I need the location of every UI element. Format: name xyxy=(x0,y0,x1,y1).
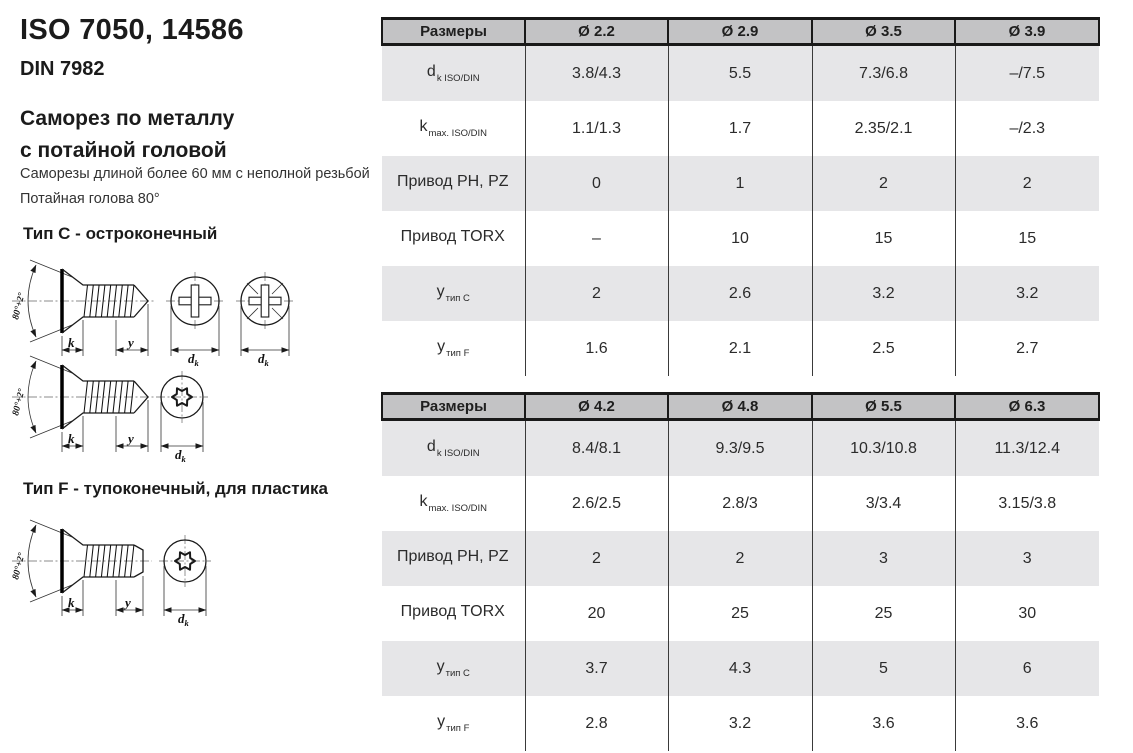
value-cell: 11.3/12.4 xyxy=(955,420,1099,477)
value-cell: 2.7 xyxy=(955,321,1099,376)
value-cell: 2.8 xyxy=(525,696,668,751)
k-label: k xyxy=(68,431,75,446)
value-cell: 4.3 xyxy=(668,641,812,696)
row-label: $k_{max. ISO/DIN}$ xyxy=(419,493,488,514)
doc-title-din: DIN 7982 xyxy=(20,58,105,80)
product-note-line1: Саморезы длиной более 60 мм с неполной резьбой xyxy=(20,166,370,182)
k-label: k xyxy=(68,595,75,610)
value-cell: 2 xyxy=(525,531,668,586)
screw-side-view xyxy=(10,520,152,602)
size-column-header: Ø 3.5 xyxy=(812,19,955,45)
value-cell: 10.3/10.8 xyxy=(812,420,955,477)
value-cell: 3.7 xyxy=(525,641,668,696)
dk-label: $d_k$ xyxy=(175,447,186,464)
value-cell: 6 xyxy=(955,641,1099,696)
product-note-line2: Потайная голова 80° xyxy=(20,191,160,208)
value-cell: 2.6/2.5 xyxy=(525,476,668,531)
dk-label: $d_k$ xyxy=(258,351,269,368)
value-cell: 1 xyxy=(668,156,812,211)
type-f-heading: Тип F - тупоконечный, для пластика xyxy=(23,479,328,498)
value-cell: 10 xyxy=(668,211,812,266)
size-column-header: Ø 6.3 xyxy=(955,394,1099,420)
value-cell: 1.6 xyxy=(525,321,668,376)
type-f-drawing xyxy=(10,516,240,634)
row-label: Привод TORX xyxy=(400,603,505,621)
dk-label: $d_k$ xyxy=(188,351,199,368)
value-cell: 3.2 xyxy=(955,266,1099,321)
y-dimension xyxy=(116,400,148,452)
size-column-header: Ø 2.9 xyxy=(668,19,812,45)
value-cell: 2.35/2.1 xyxy=(812,101,955,156)
value-cell: 3.15/3.8 xyxy=(955,476,1099,531)
value-cell: 3 xyxy=(812,531,955,586)
table-row xyxy=(382,321,1099,376)
angle-label: 80°+2° xyxy=(11,551,28,581)
row-label: $y_{тип F}$ xyxy=(437,338,470,359)
dk-label: $d_k$ xyxy=(178,611,189,628)
value-cell: 2 xyxy=(812,156,955,211)
value-cell: 20 xyxy=(525,586,668,641)
row-label: Привод TORX xyxy=(400,228,505,246)
table-row xyxy=(382,531,1099,586)
value-cell: 5 xyxy=(812,641,955,696)
y-label: y xyxy=(125,595,131,610)
value-cell: 3.2 xyxy=(812,266,955,321)
screw-side-view xyxy=(10,356,154,438)
y-dimension xyxy=(116,304,148,356)
table-row xyxy=(382,641,1099,696)
value-cell: 3.8/4.3 xyxy=(525,45,668,102)
value-cell: 1.7 xyxy=(668,101,812,156)
value-cell: 8.4/8.1 xyxy=(525,420,668,477)
torx-head-icon xyxy=(156,371,208,423)
value-cell: 1.1/1.3 xyxy=(525,101,668,156)
y-dimension xyxy=(116,576,143,616)
value-cell: 7.3/6.8 xyxy=(812,45,955,102)
size-column-header: Ø 2.2 xyxy=(525,19,668,45)
angle-label: 80°+2° xyxy=(11,291,28,321)
product-name-line2: с потайной головой xyxy=(20,138,227,162)
value-cell: 5.5 xyxy=(668,45,812,102)
size-column-header: Размеры xyxy=(382,19,525,45)
value-cell: 3.6 xyxy=(955,696,1099,751)
value-cell: 0 xyxy=(525,156,668,211)
value-cell: 30 xyxy=(955,586,1099,641)
row-label: $d_{k ISO/DIN}$ xyxy=(382,420,525,477)
size-column-header: Ø 4.2 xyxy=(525,394,668,420)
size-column-header: Ø 5.5 xyxy=(812,394,955,420)
value-cell: 2.1 xyxy=(668,321,812,376)
y-label: y xyxy=(128,431,134,446)
table-row xyxy=(382,476,1099,531)
table-row xyxy=(382,101,1099,156)
row-label: $k_{max. ISO/DIN}$ xyxy=(419,118,488,139)
value-cell: 25 xyxy=(812,586,955,641)
angle-label: 80°+2° xyxy=(11,387,28,417)
row-label: $y_{тип C}$ xyxy=(382,266,525,321)
torx-head-icon xyxy=(159,535,211,587)
doc-title-iso: ISO 7050, 14586 xyxy=(20,14,244,46)
value-cell: 3.6 xyxy=(812,696,955,751)
table-row xyxy=(382,211,1099,266)
y-label: y xyxy=(128,335,134,350)
size-table-small-diameters xyxy=(381,17,1100,376)
product-name xyxy=(20,103,234,166)
value-cell: 3 xyxy=(955,531,1099,586)
value-cell: 3/3.4 xyxy=(812,476,955,531)
row-label: $y_{тип F}$ xyxy=(437,713,470,734)
table-row xyxy=(382,420,1099,477)
row-label: $d_{k ISO/DIN}$ xyxy=(382,45,525,102)
size-column-header: Ø 4.8 xyxy=(668,394,812,420)
row-label: $y_{тип C}$ xyxy=(382,641,525,696)
value-cell: 2 xyxy=(668,531,812,586)
size-column-header: Ø 3.9 xyxy=(955,19,1099,45)
product-name-line1: Саморез по металлу xyxy=(20,107,235,130)
table-row xyxy=(382,696,1099,751)
value-cell: –/2.3 xyxy=(955,101,1099,156)
table-row xyxy=(382,156,1099,211)
value-cell: –/7.5 xyxy=(955,45,1099,102)
value-cell: 2.5 xyxy=(812,321,955,376)
phillips-head-icon xyxy=(166,272,224,330)
value-cell: 25 xyxy=(668,586,812,641)
k-label: k xyxy=(68,335,75,350)
value-cell: 2 xyxy=(525,266,668,321)
value-cell: 15 xyxy=(812,211,955,266)
size-table-large-diameters xyxy=(381,392,1100,751)
row-label: Привод PH, PZ xyxy=(382,531,525,586)
value-cell: 2.8/3 xyxy=(668,476,812,531)
value-cell: 2 xyxy=(955,156,1099,211)
value-cell: 2.6 xyxy=(668,266,812,321)
type-c-heading: Тип C - остроконечный xyxy=(23,224,218,243)
value-cell: 9.3/9.5 xyxy=(668,420,812,477)
table-row xyxy=(382,586,1099,641)
screw-side-view xyxy=(10,260,154,342)
type-c-drawing-torx xyxy=(10,352,240,468)
table-row xyxy=(382,266,1099,321)
table-header-row xyxy=(382,394,1099,420)
pozidriv-head-icon xyxy=(236,272,294,330)
value-cell: – xyxy=(525,211,668,266)
size-column-header: Размеры xyxy=(382,394,525,420)
row-label: Привод PH, PZ xyxy=(382,156,525,211)
value-cell: 15 xyxy=(955,211,1099,266)
product-note xyxy=(20,162,370,213)
value-cell: 3.2 xyxy=(668,696,812,751)
table-row xyxy=(382,45,1099,102)
table-header-row xyxy=(382,19,1099,45)
